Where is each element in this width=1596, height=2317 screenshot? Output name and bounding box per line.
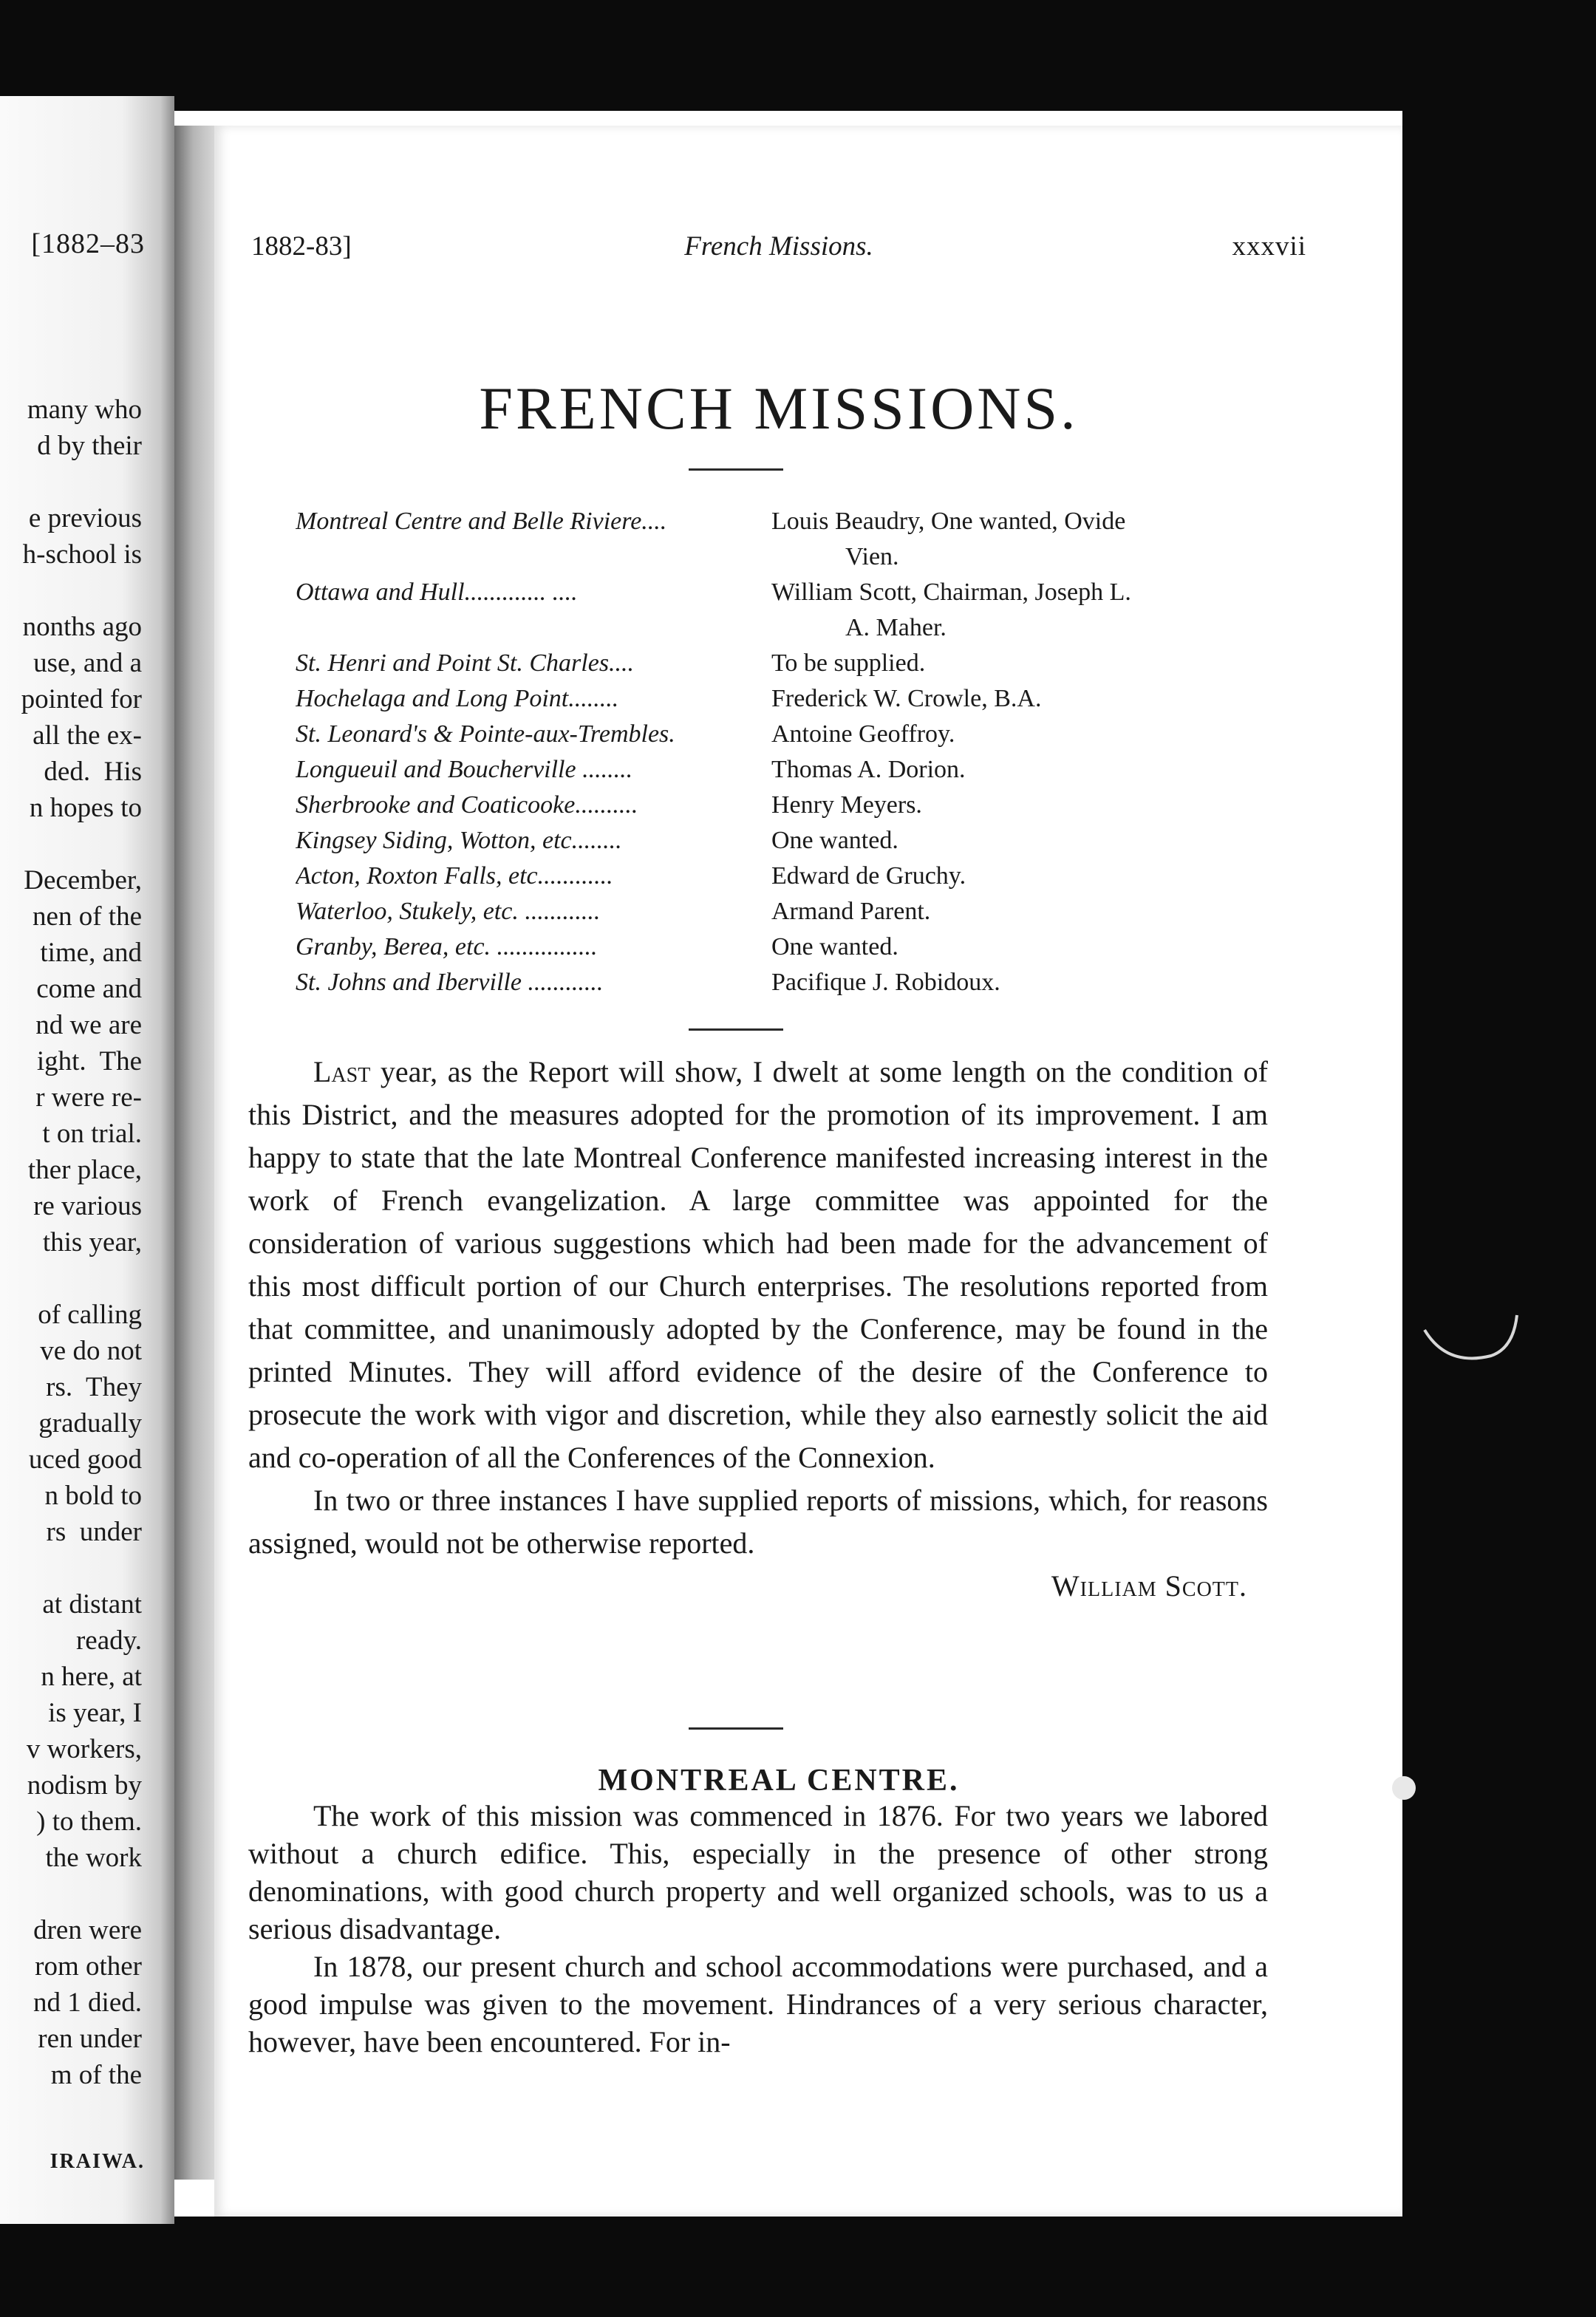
ink-blot bbox=[1389, 1773, 1419, 1803]
circuit-name: Ottawa and Hull............. .... bbox=[296, 579, 578, 606]
report-lead-word: Last bbox=[313, 1055, 371, 1088]
circuit-name: Granby, Berea, etc. ................ bbox=[296, 933, 598, 960]
ministers bbox=[768, 859, 1241, 894]
minister-line: Louis Beaudry, One wanted, Ovide bbox=[771, 508, 1126, 535]
list-rule bbox=[689, 1028, 783, 1031]
page bbox=[214, 126, 1402, 2217]
minister-line: Thomas A. Dorion. bbox=[771, 756, 966, 783]
running-head-title: French Missions. bbox=[684, 231, 873, 262]
scan-edge-bottom bbox=[0, 2217, 1596, 2317]
minister-line: William Scott, Chairman, Joseph L. bbox=[771, 579, 1131, 606]
section-paragraph-1: The work of this mission was commenced in 1876. For two years we labored without a church edifice. This, especially in the presence of other strong denominations, with good church property and well organized schools, was to us a serious disadvantage. bbox=[248, 1799, 1268, 1945]
appointment-row bbox=[296, 646, 1241, 681]
minister-line: Henry Meyers. bbox=[771, 791, 922, 819]
ministers bbox=[768, 681, 1241, 717]
report-paragraph bbox=[248, 1051, 1268, 1479]
section-text bbox=[248, 1797, 1268, 2061]
appointment-row bbox=[296, 929, 1241, 965]
section-title: MONTREAL CENTRE. bbox=[598, 1764, 960, 1798]
circuit-name: Sherbrooke and Coaticooke.......... bbox=[296, 791, 638, 819]
minister-line: One wanted. bbox=[771, 827, 898, 854]
minister-line: Antoine Geoffroy. bbox=[771, 720, 955, 748]
report-paragraph-2: In two or three instances I have supplied reports of missions, which, for reasons assigned, would not be otherwise reported. bbox=[248, 1484, 1268, 1560]
circuit-name: Longueuil and Boucherville ........ bbox=[296, 756, 633, 783]
section-rule bbox=[689, 1727, 783, 1730]
ministers bbox=[768, 894, 1241, 929]
minister-line: Armand Parent. bbox=[771, 898, 931, 925]
ministers bbox=[768, 717, 1241, 752]
previous-page bbox=[0, 96, 174, 2224]
appointment-row bbox=[296, 681, 1241, 717]
ministers bbox=[768, 823, 1241, 859]
ministers bbox=[768, 752, 1241, 788]
pencil-mark bbox=[1417, 1286, 1535, 1382]
scan-edge-top bbox=[0, 0, 1596, 111]
scan-edge-right bbox=[1402, 0, 1596, 2317]
appointment-row bbox=[296, 788, 1241, 823]
ministers bbox=[768, 788, 1241, 823]
ministers bbox=[768, 575, 1241, 646]
appointment-row bbox=[296, 859, 1241, 894]
appointment-row bbox=[296, 575, 1241, 646]
page-title: FRENCH MISSIONS. bbox=[479, 375, 1079, 442]
circuit-name: St. Johns and Iberville ............ bbox=[296, 969, 604, 996]
appointments-list bbox=[296, 504, 1241, 1000]
minister-line: Frederick W. Crowle, B.A. bbox=[771, 685, 1042, 712]
circuit-name: St. Leonard's & Pointe-aux-Trembles. bbox=[296, 720, 675, 748]
minister-line: One wanted. bbox=[771, 933, 898, 960]
circuit-name: St. Henri and Point St. Charles.... bbox=[296, 649, 635, 677]
circuit-name: Montreal Centre and Belle Riviere.... bbox=[296, 508, 667, 535]
minister-line: Pacifique J. Robidoux. bbox=[771, 969, 1000, 996]
circuit-name: Kingsey Siding, Wotton, etc........ bbox=[296, 827, 622, 854]
minister-line: Vien. bbox=[845, 543, 899, 570]
appointment-row bbox=[296, 823, 1241, 859]
section-paragraph-2: In 1878, our present church and school accommodations were purchased, and a good impulse was given to the movement. Hindrances of a very serious character, however, have been encountered. For in- bbox=[248, 1950, 1268, 2058]
title-rule bbox=[689, 468, 783, 471]
minister-line: A. Maher. bbox=[845, 614, 947, 641]
appointment-row bbox=[296, 965, 1241, 1000]
ministers bbox=[768, 929, 1241, 965]
previous-page-header: [1882–83 bbox=[31, 228, 145, 259]
circuit-name: Acton, Roxton Falls, etc............ bbox=[296, 862, 613, 890]
ministers bbox=[768, 646, 1241, 681]
previous-page-footer: IRAIWA. bbox=[50, 2150, 145, 2173]
report-signature: William Scott. bbox=[1051, 1569, 1247, 1603]
running-head-years: 1882-83] bbox=[251, 231, 352, 262]
ministers bbox=[768, 965, 1241, 1000]
report-paragraph-1: year, as the Report will show, I dwelt at some length on the condition of this District, and the measures adopted for the promotion of its improvement. I am happy to state that the late Montreal Conference manifested increasing interest in the work of French evangelization. A large committee was appointed for the consideration of various suggestions which had been made for the advancement of this most difficult portion of our Church enterprises. The resolutions reported from that committee, and unanimously adopted by the Conference, may be found in the printed Minutes. They will afford evidence of the desire of the Conference to prosecute the work with vigor and discretion, while they also earnestly solicit the aid and co-operation of all the Conferences of the Connexion. bbox=[248, 1055, 1268, 1474]
minister-line: To be supplied. bbox=[771, 649, 926, 677]
appointment-row bbox=[296, 717, 1241, 752]
report-text bbox=[248, 1051, 1268, 1608]
appointment-row bbox=[296, 752, 1241, 788]
previous-page-text: many who d by their e previous h-school is nonths ago use, and a pointed for all the ex- ded. His n hopes to December, nen of the time, and come and nd we are ight. The r were re- t on trial. ther place, re various this year, of calling ve do not rs. They gradually uced good n bold to rs under at distant ready. n here, at is year, I v workers, nodism by ) to them. the work dren were rom other nd 1 died. ren under m of the bbox=[21, 395, 142, 2090]
circuit-name: Waterloo, Stukely, etc. ............ bbox=[296, 898, 601, 925]
ministers bbox=[768, 504, 1241, 575]
circuit-name: Hochelaga and Long Point........ bbox=[296, 685, 619, 712]
appointment-row bbox=[296, 504, 1241, 575]
minister-line: Edward de Gruchy. bbox=[771, 862, 966, 890]
page-number: xxxvii bbox=[1232, 231, 1306, 262]
running-head bbox=[251, 231, 1306, 267]
appointment-row bbox=[296, 894, 1241, 929]
